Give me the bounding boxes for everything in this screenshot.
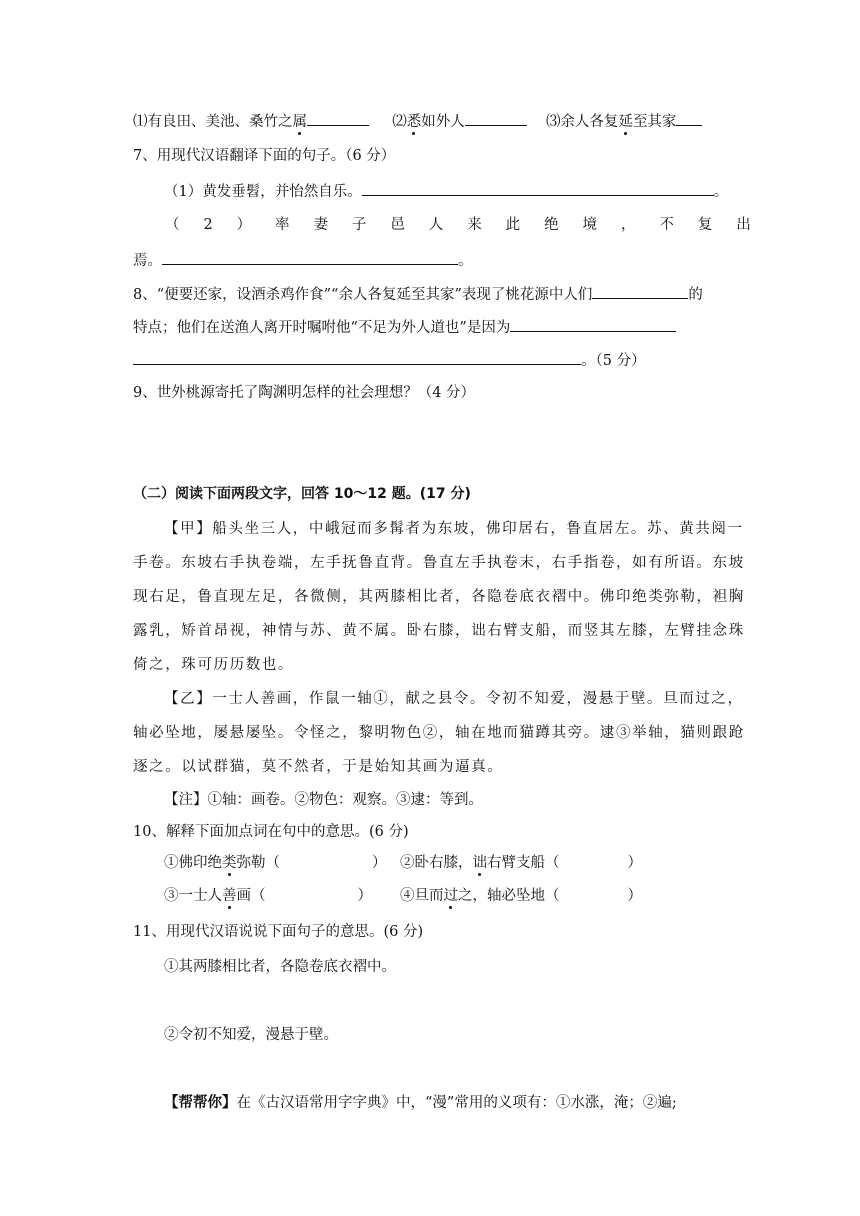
q6-item-3-post: 至其家 <box>632 114 677 130</box>
q10-item-4-pre: ④旦而 <box>400 888 444 904</box>
q7-sentence-2-char: （ <box>165 217 180 233</box>
q7-sentence-2 <box>165 215 751 235</box>
q10-item-3-post: 画（ <box>236 888 266 904</box>
q8-line-2 <box>133 315 676 338</box>
q8-line-1-text: 8、“便要还家，设酒杀鸡作食”“余人各复延至其家”表现了桃花源中人们 <box>133 287 593 303</box>
help-text: 在《古汉语常用字字典》中，“漫”常用的义项有：①水涨，淹；②遍; <box>236 1095 677 1111</box>
q10-item-2-pre: ②卧右膝， <box>400 855 473 871</box>
q11-title: 11、用现代汉语说说下面句子的意思。(6 分) <box>133 924 424 940</box>
q7-sentence-2-cont-text: 焉。 <box>133 253 162 269</box>
section-2-title: （二）阅读下面两段文字，回答 10～12 题。(17 分) <box>133 486 471 502</box>
q7-sentence-2-char: 复 <box>697 217 713 233</box>
q10-item-2-dotted-word: 诎 <box>472 855 487 871</box>
q6-line <box>133 109 702 132</box>
q6-item-2-blank[interactable] <box>465 109 527 126</box>
q10-item-1-close: ） <box>372 855 387 871</box>
q8-line-1 <box>133 282 703 305</box>
help-label: 【帮帮你】 <box>164 1095 237 1111</box>
q10-item-2-close: ） <box>627 855 642 871</box>
passage-jia-line: 倚之，珠可历历数也。 <box>133 657 294 673</box>
q10-item-3-pre: ③一士人 <box>164 888 222 904</box>
q10-item-4 <box>400 886 642 906</box>
q7-sentence-1-end: 。 <box>713 184 729 200</box>
q7-sentence-2-char: 邑 <box>390 217 405 233</box>
q7-sentence-2-char: 人 <box>428 217 444 233</box>
q8-line-2-text: 特点；他们在送渔人离开时嘱咐他“不足为外人道也”是因为 <box>133 320 511 336</box>
q6-item-1-dotted-word: 属 <box>292 114 307 130</box>
q7-sentence-1-blank[interactable] <box>362 179 714 196</box>
q7-sentence-2-char: 出 <box>736 217 751 233</box>
annotation-note: 【注】①轴：画卷。②物色：观察。③逮：等到。 <box>164 792 483 808</box>
q6-item-3-text: ⑶余人各复 <box>545 114 619 130</box>
q10-item-3-dotted-word: 善 <box>222 888 237 904</box>
passage-yi-line: 【乙】一士人善画，作鼠一轴①，献之县令。令初不知爱，漫悬于壁。旦而过之， <box>164 691 744 707</box>
q8-blank-2[interactable] <box>510 315 676 332</box>
q10-item-4-dotted-word: 过 <box>443 888 458 904</box>
q7-title: 7、用现代汉语翻译下面的句子。（6 分） <box>133 148 396 164</box>
q10-item-2-post: 右臂支船（ <box>487 855 560 871</box>
q6-item-2-dotted-word: 悉 <box>406 114 422 130</box>
q7-sentence-2-cont <box>133 248 473 271</box>
q9-title: 9、世外桃源寄托了陶渊明怎样的社会理想？（4 分） <box>133 385 476 401</box>
passage-yi-line: 轴必坠地，屡悬屡坠。令怪之，黎明物色②，轴在地而猫蹲其旁。逮③举轴，猫则跟跄 <box>133 725 745 741</box>
q8-line-1-tail: 的 <box>688 287 703 303</box>
q10-title: 10、解释下面加点词在句中的意思。(6 分) <box>133 824 409 840</box>
q7-sentence-2-char: ， <box>620 217 636 233</box>
q10-item-4-close: ） <box>627 888 642 904</box>
q6-item-1-text: ⑴有良田、美池、桑竹之 <box>133 114 293 130</box>
q7-sentence-2-char: 来 <box>467 217 482 233</box>
q7-sentence-1 <box>164 179 728 202</box>
q7-sentence-2-blank[interactable] <box>162 248 458 265</box>
q10-item-1 <box>164 853 387 873</box>
q10-item-1-dotted-word: 类 <box>222 855 237 871</box>
q7-sentence-2-char: 子 <box>351 217 367 233</box>
q11-sentence-1: ①其两膝相比者，各隐卷底衣褶中。 <box>164 959 396 975</box>
q6-item-3-blank[interactable] <box>676 109 702 126</box>
q6-item-3-dotted-word: 延 <box>618 114 633 130</box>
q10-item-1-pre: ①佛印绝 <box>164 855 222 871</box>
q6-item-2-text: 如外人 <box>421 114 465 130</box>
help-line <box>164 1093 677 1113</box>
q8-blank-3[interactable] <box>133 348 581 365</box>
q8-line-3 <box>133 348 646 371</box>
q7-sentence-2-char: 不 <box>659 217 674 233</box>
q7-sentence-1-text: （1）黄发垂髫，并怡然自乐。 <box>164 184 362 200</box>
passage-jia-line: 露乳，矫首昂视，神情与苏、黄不属。卧右膝，诎右臂支船，而竖其左膝，左臂挂念珠 <box>133 623 745 639</box>
q7-sentence-2-char: 2 <box>203 217 213 233</box>
q7-sentence-2-end: 。 <box>458 253 473 269</box>
passage-jia-line: 手卷。东坡右手执卷端，左手抚鲁直背。鲁直左手执卷末，右手指卷，如有所语。东坡 <box>133 555 745 571</box>
q10-item-4-post: 之，轴必坠地（ <box>458 888 560 904</box>
q8-blank-1[interactable] <box>592 282 688 299</box>
q7-sentence-2-char: 绝 <box>544 217 559 233</box>
passage-jia-line: 【甲】船头坐三人，中峨冠而多髯者为东坡，佛印居右，鲁直居左。苏、黄共阅一 <box>164 521 744 537</box>
passage-jia-line: 现右足，鲁直现左足，各微侧，其两膝相比者，各隐卷底衣褶中。佛印绝类弥勒，袒胸 <box>133 589 745 605</box>
q10-item-1-post: 弥勒（ <box>236 855 280 871</box>
q10-item-3 <box>164 886 372 906</box>
q10-item-2 <box>400 853 642 873</box>
q7-sentence-2-char: 境 <box>582 217 598 233</box>
q7-sentence-2-char: 率 <box>275 217 290 233</box>
q10-item-3-close: ） <box>357 888 372 904</box>
q8-line-3-end: 。（5 分） <box>581 353 646 369</box>
q7-sentence-2-char: 此 <box>505 217 521 233</box>
q6-item-2-num: ⑵ <box>392 114 407 130</box>
q7-sentence-2-char: 妻 <box>313 217 328 233</box>
q7-sentence-2-char: ） <box>236 217 252 233</box>
passage-yi-line: 逐之。以试群猫，莫不然者，于是始知其画为逼真。 <box>133 759 504 775</box>
q11-sentence-2: ②令初不知爱，漫悬于壁。 <box>164 1027 338 1043</box>
q6-item-1-blank[interactable] <box>307 109 369 126</box>
